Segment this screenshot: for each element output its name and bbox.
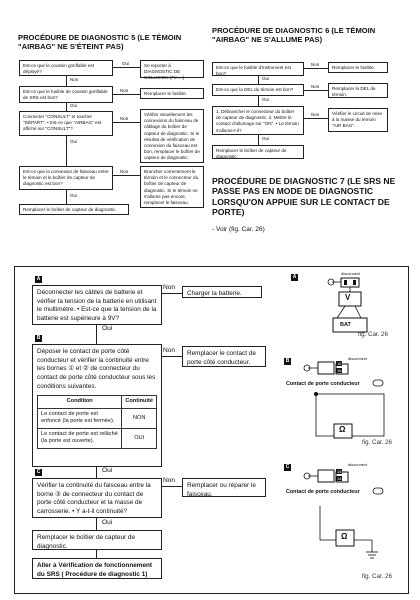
connector-line [162, 486, 182, 487]
fig-a-caption: fig. Car. 26 [358, 331, 388, 338]
fig-b-meter-symbol: Ω [339, 425, 346, 434]
connector-line [113, 67, 140, 68]
no-label: Non [311, 84, 320, 89]
diag5-q3: Connecter "CONSULT" et toucher "DÉPART". • Est-ce que "AIRBAG" est affiché sur "CONSULT"? [19, 111, 113, 136]
no-label: Non [311, 62, 320, 67]
diag6-q3: 1. Débrancher le connecteur du boîtier de capteur de diagnostic. 2. Mettre le contact d'allumage sur "ON". • Le témoin s'allume-t-il? [212, 106, 304, 135]
no-label: Non [311, 112, 320, 117]
fig-c-pin-1: 15 [337, 469, 342, 474]
no-label: Non [163, 347, 176, 354]
diag5-title: PROCÉDURE DE DIAGNOSTIC 5 (LE TÉMOIN "AIRBAG" NE S'ÉTEINT PAS) [18, 33, 182, 51]
connector-line [258, 96, 259, 106]
yes-label: Oui [102, 467, 113, 474]
yes-label: Oui [262, 76, 270, 81]
fig-b-pin-1: 15 [337, 361, 342, 366]
connector-line [304, 68, 328, 69]
yes-label: Oui [262, 97, 270, 102]
fig-b-caption: fig. Car. 26 [362, 439, 392, 446]
fig-a-battery-label: BAT [340, 322, 351, 328]
diag5-q3-no-action: Vérifier visuellement les connexions du faisceau de câblage du boîtier de capteur de diagnostic. Si le résultat de vérification de connexion du faisceau est bon, remplacer le boîtier de capteur de diagnostic. [140, 109, 204, 163]
diag6-final: Remplacer le boîtier de capteur de diagnostic. [212, 145, 304, 159]
step-b-box [32, 344, 162, 467]
fig-c-connector-label: disconnect [348, 462, 368, 467]
connector-line [113, 175, 140, 176]
fig-b-pin-2: 16 [337, 368, 342, 373]
yes-label: Oui [102, 519, 113, 526]
diag7-title: PROCÉDURE DE DIAGNOSTIC 7 (LE SRS NE PASSE PAS EN MODE DE DIAGNOSTIC LORSQU'ON APPUIE SUR LE CONTACT DE PORTE) [212, 176, 396, 218]
fig-a-tag: A [292, 274, 297, 280]
step-a-no-action: Charger la batterie. [182, 286, 262, 298]
step-c-box: Vérifier la continuité du faisceau entre la borne ③ de connecteur du contact de porte côté conducteur et la masse de carrosserie. • Y a-t-il continuité? [32, 478, 162, 518]
connector-line [162, 356, 182, 357]
diag5-q2-no-action: Remplacer le fusible. [140, 88, 204, 99]
yes-label: Oui [102, 325, 113, 332]
yes-label: Oui [70, 103, 78, 108]
connector-line [66, 103, 67, 111]
connector-line [66, 190, 67, 204]
connector-line [162, 293, 182, 294]
no-label: Non [163, 477, 176, 484]
fig-b-tag: B [285, 358, 290, 364]
diag6-q1: Est-ce que le fusible d'instrument est bon? [212, 62, 304, 76]
connector-line [258, 76, 259, 84]
connector-line [66, 76, 67, 86]
figure-b [280, 354, 404, 448]
diag5-q1-yes-action: Se reporter à DIAGNOSTIC DE COLLISION (Fin ...) [140, 60, 204, 78]
yes-label: Oui [122, 61, 130, 66]
fig-b-switch-label: Contact de porte conducteur [286, 381, 360, 387]
fig-c-caption: fig. Car. 26 [362, 573, 392, 580]
diag6-q3-no-action: Vérifier le circuit de mise à la masse du témoin "AIR BAG". [328, 108, 388, 132]
diag5-q4-no-action: Brancher correctement le témoin et le connecteur du boîtier de capteur de diagnostic. Si le témoin ne s'allume pas encore, remplacer le faisceau. [140, 166, 204, 208]
connector-line [96, 550, 97, 558]
connector-line [66, 136, 67, 166]
connector-line [96, 518, 97, 530]
no-label: Non [120, 116, 129, 121]
figure-c [280, 460, 404, 578]
step-a-tag: A [36, 276, 41, 282]
table-row: Le contact de porte est relâché (la porte est ouverte). OUI [38, 428, 157, 448]
diag6-q1-no-action: Remplacer le fusible. [328, 62, 388, 73]
connector-line [96, 325, 97, 345]
step-c-no-action: Remplacer ou réparer le faisceau. [182, 478, 266, 497]
fig-a-connector-label: disconnect [341, 271, 361, 276]
fig-c-tag: C [285, 464, 290, 470]
step-c-tag: C [36, 469, 41, 475]
table-row: Le contact de porte est enfoncé (la porte est fermée). NON [38, 408, 157, 428]
fig-b-connector-label: disconnect [348, 356, 368, 361]
diag5-q1: Est-ce que le coussin gonflable est déployé? [19, 60, 113, 76]
yes-label: Oui [70, 139, 78, 144]
step-b-tag: B [36, 335, 41, 341]
yes-label: Oui [262, 136, 270, 141]
diag7-ref: - Voir (fig. Car. 26) [212, 226, 265, 233]
diag5-final: Remplacer le boîtier de capteur de diagnostic. [19, 204, 129, 215]
table-head-continuity: Continuité [122, 396, 157, 409]
connector-line [304, 90, 328, 91]
diag5-q2: Est-ce que le fusible de coussin gonflable de SRS est bon? [19, 86, 113, 103]
no-label: Non [70, 77, 79, 82]
fig-c-pin-2: 16 [337, 476, 342, 481]
table-head-condition: Condition [38, 396, 122, 409]
no-label: Non [163, 284, 176, 291]
connector-line [113, 122, 140, 123]
goto-box: Aller à Vérification de fonctionnement du SRS ( Procédure de diagnostic 1) [32, 558, 162, 579]
diag6-q2: Est-ce que la DEL du témoin est bon? [212, 84, 304, 96]
diag6-title: PROCÉDURE DE DIAGNOSTIC 6 (LE TÉMOIN "AIRBAG" NE S'ALLUME PAS) [212, 26, 376, 44]
step-b-no-action: Remplacer le contact de porte côté conducteur. [182, 346, 266, 367]
connector-line [258, 135, 259, 145]
diag5-q4: Est-ce que la connexion de faisceau entre le témoin et le boîtier de capteur de diagnostic est bon? [19, 166, 113, 190]
fig-c-meter-symbol: Ω [341, 532, 348, 541]
step-b-text: Déposer le contact de porte côté conducteur et vérifier la continuité entre les bornes ① et ② de connecteur du contact de porte côté conducteur sous les conditions suivantes. [37, 348, 156, 390]
replace-box: Remplacer le boîtier de capteur de diagnostic. [32, 530, 162, 550]
condition-table [37, 395, 157, 449]
fig-a-meter-symbol: V [345, 293, 351, 302]
diag6-q2-no-action: Remplacer la DEL de témoin. [328, 83, 388, 98]
fig-c-switch-label: Contact de porte conducteur [286, 489, 360, 495]
step-a-box: Déconnecter les câbles de batterie et vérifier la tension de la batterie en utilisant le multimètre. • Est-ce que la tension de la batterie est supérieure à 9V? [32, 285, 162, 325]
connector-line [113, 94, 140, 95]
connector-line [304, 118, 328, 119]
no-label: Non [120, 169, 129, 174]
no-label: Non [120, 88, 129, 93]
yes-label: Oui [70, 193, 78, 198]
